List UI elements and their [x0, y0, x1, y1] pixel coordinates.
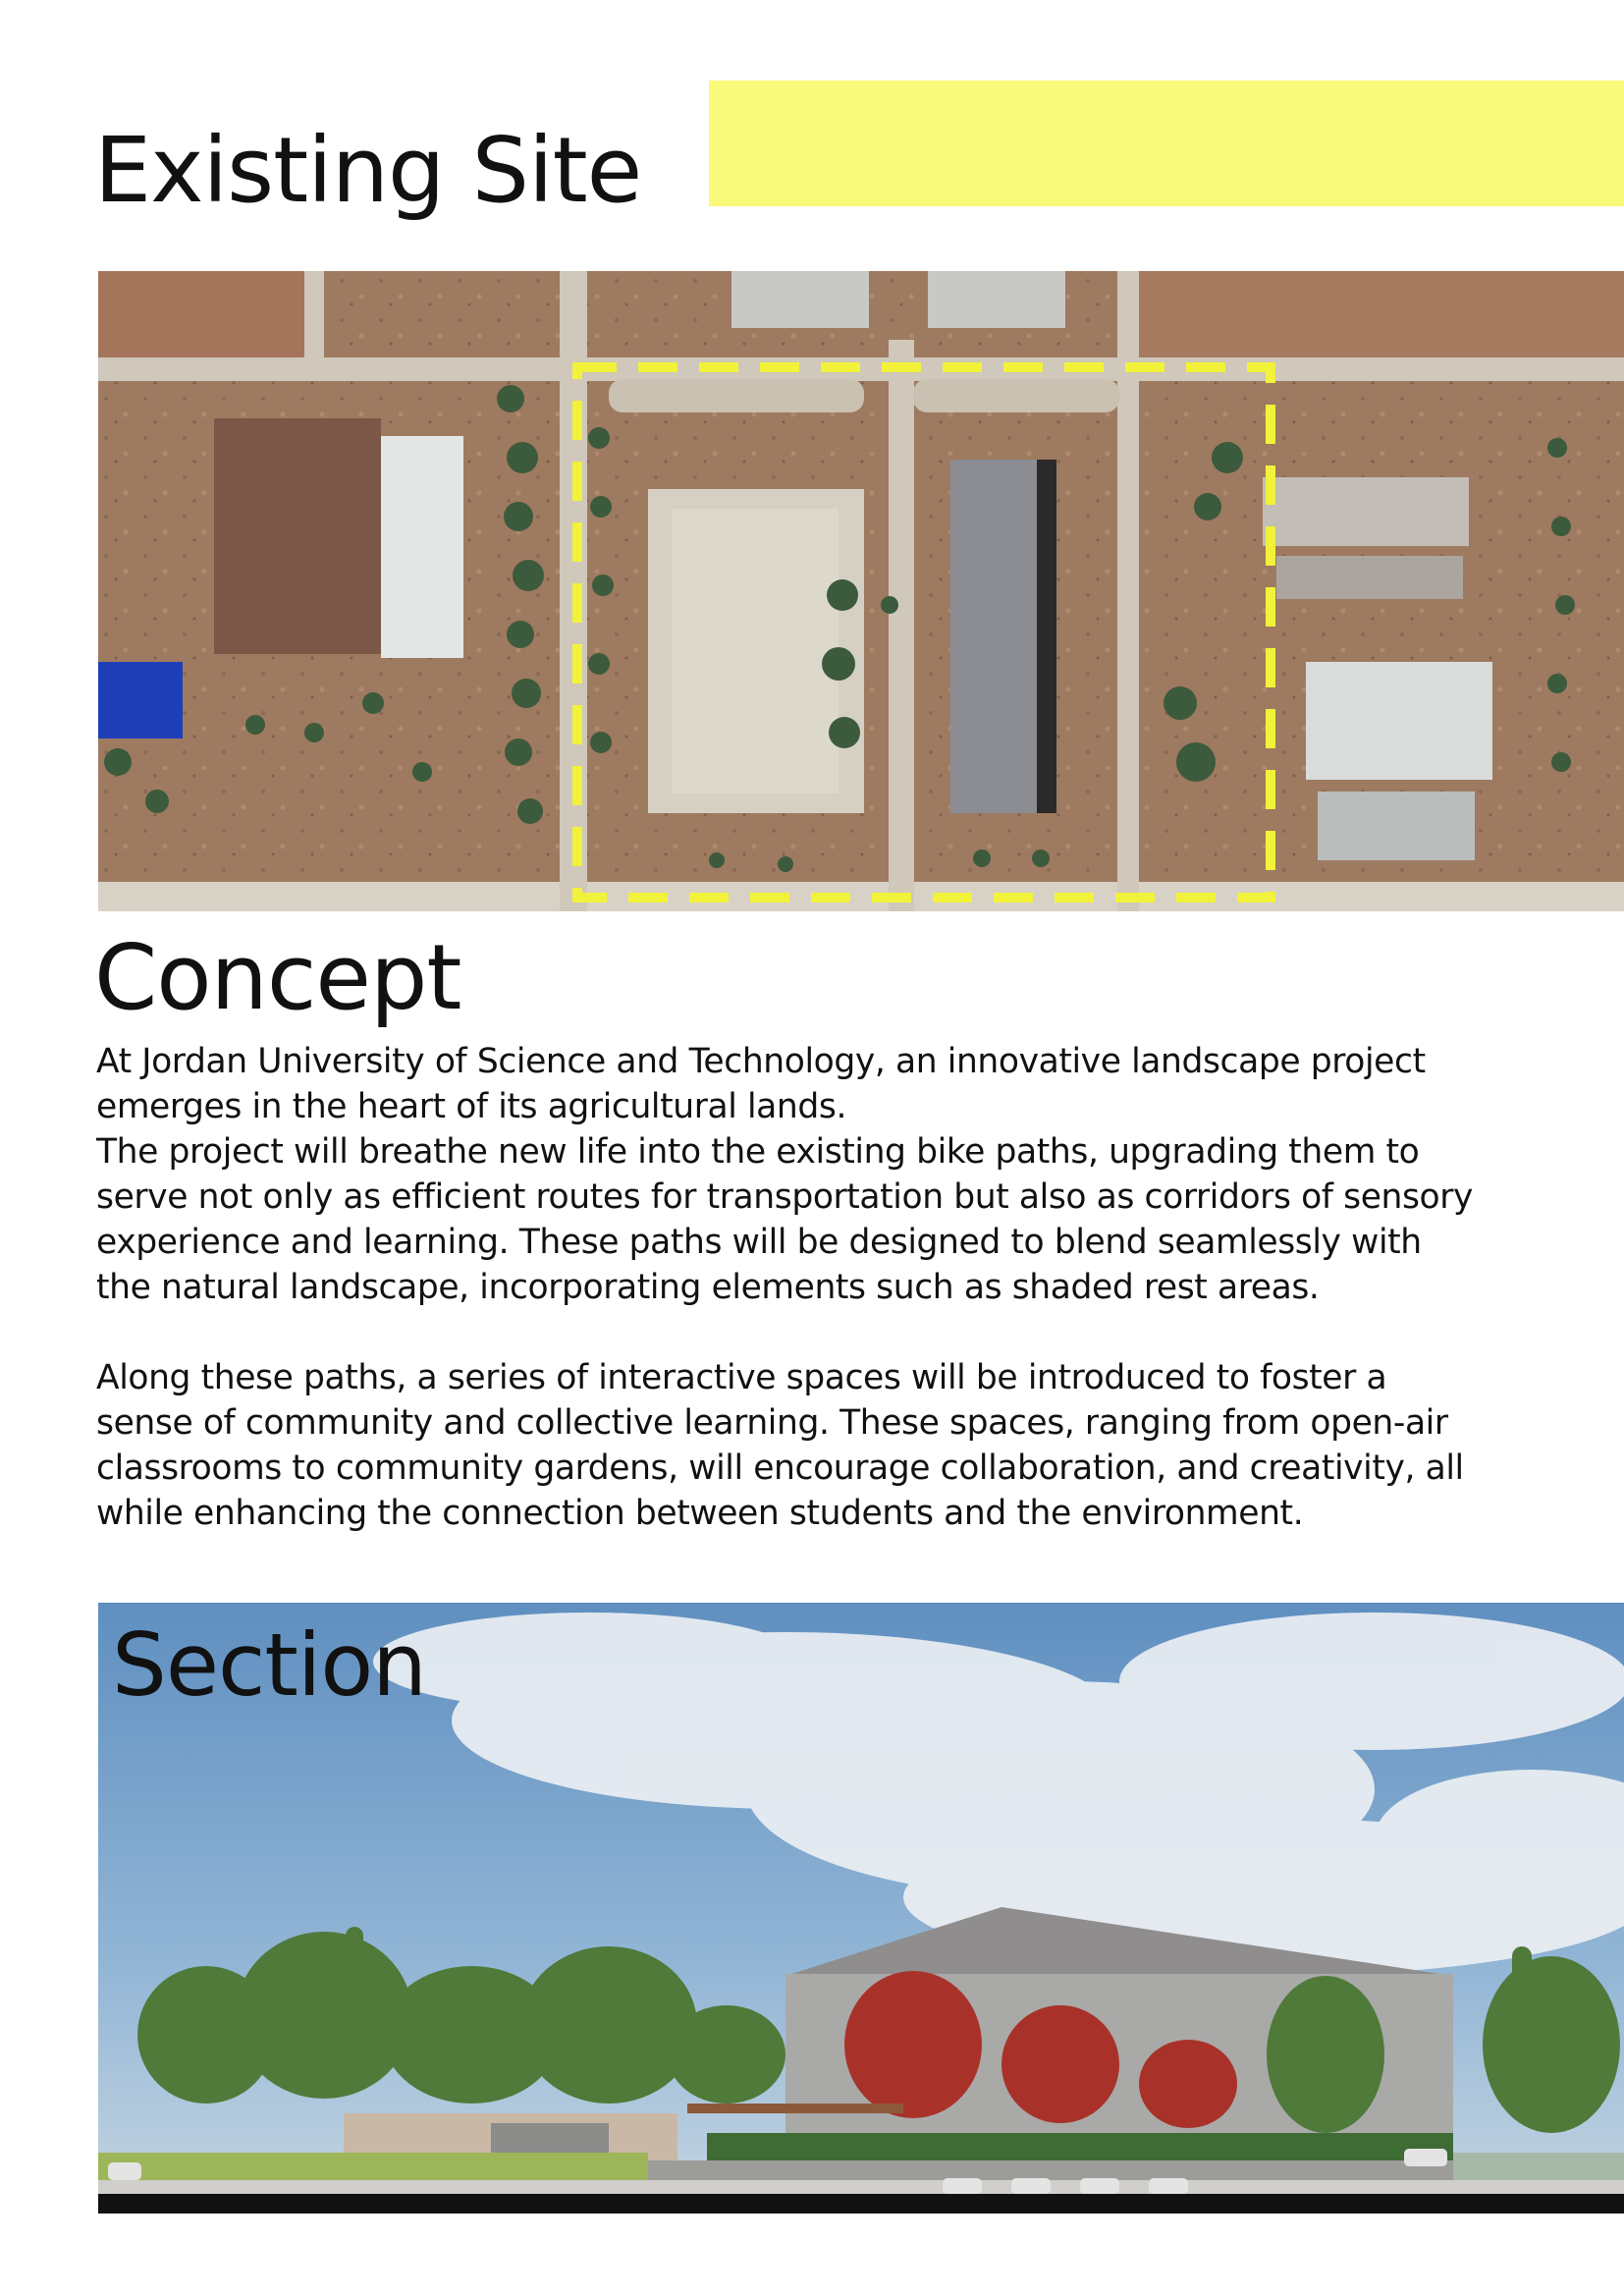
concept-title: Concept: [94, 925, 461, 1030]
concept-line: Along these paths, a series of interactive spaces will be introduced to foster a: [96, 1358, 1387, 1397]
concept-line: while enhancing the connection between students and the environment.: [96, 1494, 1304, 1533]
concept-line: emerges in the heart of its agricultural lands.: [96, 1087, 847, 1126]
concept-description: [96, 1039, 1618, 1536]
concept-line: At Jordan University of Science and Technology, an innovative landscape project: [96, 1042, 1426, 1081]
aerial-site-photo: [98, 271, 1624, 911]
concept-line: The project will breathe new life into the existing bike paths, upgrading them to: [96, 1132, 1420, 1172]
accent-bar: [709, 81, 1624, 206]
concept-line: classrooms to community gardens, will encourage collaboration, and creativity, all: [96, 1449, 1464, 1488]
concept-line: sense of community and collective learning. These spaces, ranging from open-air: [96, 1403, 1448, 1443]
concept-line: the natural landscape, incorporating elements such as shaded rest areas.: [96, 1268, 1320, 1307]
existing-site-title: Existing Site: [94, 118, 642, 223]
section-title: Section: [112, 1614, 426, 1716]
concept-line: experience and learning. These paths will be designed to blend seamlessly with: [96, 1223, 1422, 1262]
concept-line: serve not only as efficient routes for transportation but also as corridors of sensory: [96, 1177, 1474, 1217]
